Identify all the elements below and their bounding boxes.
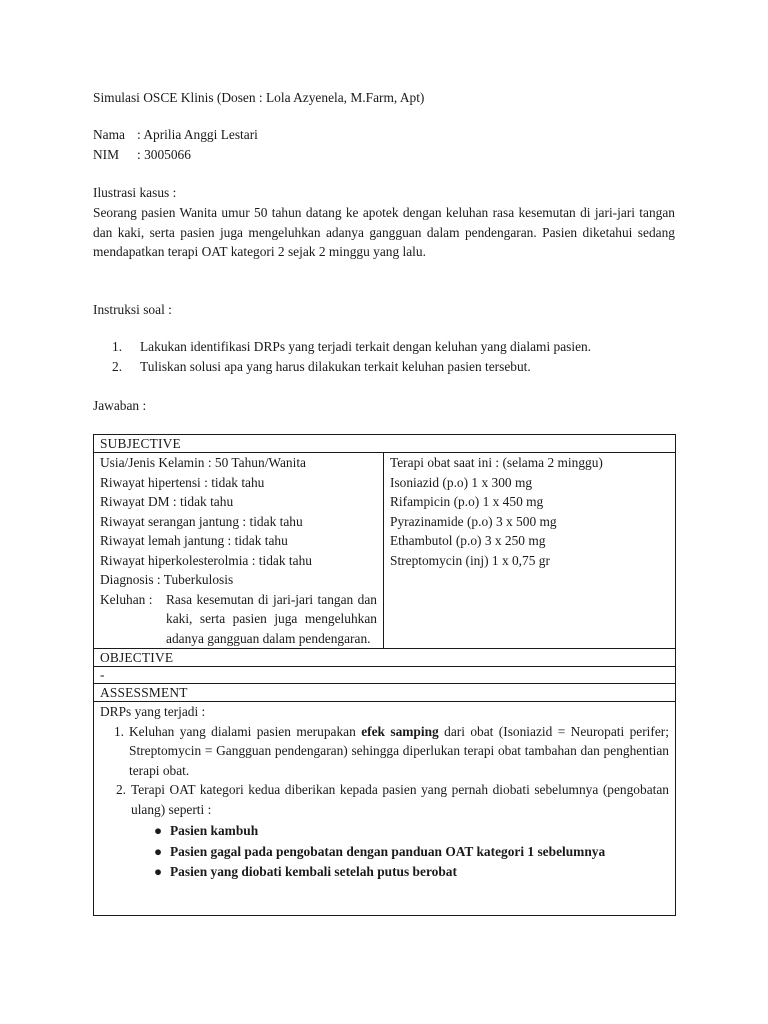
subjective-line: Riwayat serangan jantung : tidak tahu [100, 513, 303, 529]
drp-item-text: Terapi OAT kategori kedua diberikan kepada pasien yang pernah diobati sebelumnya (pengobatan ulang) seperti : [131, 782, 669, 817]
therapy-line: Pyrazinamide (p.o) 3 x 500 mg [390, 513, 557, 529]
keluhan-label: Keluhan : [100, 591, 153, 607]
drp-item-number: 1. [113, 723, 124, 739]
criteria-text: Pasien yang diobati kembali setelah putus berobat [170, 864, 457, 879]
criteria-item [100, 821, 669, 841]
instruksi-item [112, 337, 682, 357]
drp-item-text [129, 722, 669, 781]
nim-value: : 3005066 [137, 147, 191, 162]
subjective-right-cell [384, 453, 676, 649]
instruksi-item-text: Tuliskan solusi apa yang harus dilakukan terkait keluhan pasien tersebut. [140, 358, 531, 374]
drp-label: DRPs yang terjadi : [100, 704, 206, 719]
subjective-left-cell [94, 453, 384, 649]
bullet-icon: ● [153, 823, 163, 838]
drp-item [100, 780, 669, 819]
nama-value: : Aprilia Anggi Lestari [137, 127, 258, 142]
instruksi-item-text: Lakukan identifikasi DRPs yang terjadi terkait dengan keluhan yang dialami pasien. [140, 339, 592, 354]
drp1-text-end: dari obat (Isoniazid = Neuropati perifer; Streptomycin = Gangguan pendengaran) sehingga diperlukan terapi obat tambahan dan penghentian terapi obat. [129, 723, 669, 778]
instruksi-label: Instruksi soal : [93, 302, 172, 317]
criteria-item [100, 842, 669, 862]
keluhan-row [100, 590, 377, 649]
drp-item-number: 2. [115, 782, 126, 797]
criteria-list [100, 821, 669, 882]
therapy-line: Ethambutol (p.o) 3 x 250 mg [390, 533, 546, 548]
drp-item [100, 722, 669, 781]
therapy-line: Terapi obat saat ini : (selama 2 minggu) [390, 455, 603, 470]
drp1-emphasis: efek samping [361, 723, 439, 739]
assessment-cell [94, 702, 676, 916]
objective-header: OBJECTIVE [94, 649, 676, 667]
assessment-header: ASSESSMENT [94, 684, 676, 702]
jawaban-label: Jawaban : [93, 398, 147, 413]
document-title: Simulasi OSCE Klinis (Dosen : Lola Azyenela, M.Farm, Apt) [93, 90, 425, 105]
criteria-text: Pasien gagal pada pengobatan dengan panduan OAT kategori 1 sebelumnya [170, 843, 606, 859]
subjective-header: SUBJECTIVE [94, 435, 676, 453]
ilustrasi-label: Ilustrasi kasus : [93, 185, 177, 200]
subjective-line: Riwayat hipertensi : tidak tahu [100, 474, 265, 490]
bullet-icon: ● [153, 864, 163, 879]
therapy-line: Streptomycin (inj) 1 x 0,75 gr [390, 552, 550, 568]
subjective-line: Riwayat hiperkolesterolmia : tidak tahu [100, 552, 312, 568]
subjective-line: Usia/Jenis Kelamin : 50 Tahun/Wanita [100, 455, 306, 470]
bullet-icon: ● [153, 843, 163, 859]
drp1-text-start: Keluhan yang dialami pasien merupakan [129, 723, 362, 739]
criteria-text: Pasien kambuh [170, 823, 259, 838]
subjective-line: Diagnosis : Tuberkulosis [100, 572, 234, 587]
criteria-item [100, 862, 669, 882]
instruksi-item [112, 357, 682, 377]
nim-label: NIM [93, 147, 120, 162]
therapy-line: Rifampicin (p.o) 1 x 450 mg [390, 494, 544, 509]
nama-row [93, 125, 493, 145]
soap-table [93, 434, 676, 916]
objective-value: - [94, 667, 676, 684]
subjective-line: Riwayat lemah jantung : tidak tahu [100, 533, 288, 548]
drp-list [100, 722, 669, 820]
keluhan-value: Rasa kesemutan di jari-jari tangan dan kaki, serta pasien juga mengeluhkan adanya gangguan dalam pendengaran. [166, 591, 377, 646]
nim-row [93, 145, 493, 165]
nama-label: Nama [93, 127, 125, 142]
instruksi-list [112, 337, 682, 376]
ilustrasi-text: Seorang pasien Wanita umur 50 tahun datang ke apotek dengan keluhan rasa kesemutan di jari-jari tangan dan kaki, serta pasien juga mengeluhkan adanya gangguan dalam pendengaran. Pasien diketahui sedang mendapatkan terapi OAT kategori 2 sejak 2 minggu yang lalu. [93, 205, 675, 259]
instruksi-item-number: 1. [112, 339, 123, 354]
subjective-line: Riwayat DM : tidak tahu [100, 494, 234, 509]
therapy-line: Isoniazid (p.o) 1 x 300 mg [390, 474, 533, 490]
instruksi-item-number: 2. [112, 358, 123, 374]
